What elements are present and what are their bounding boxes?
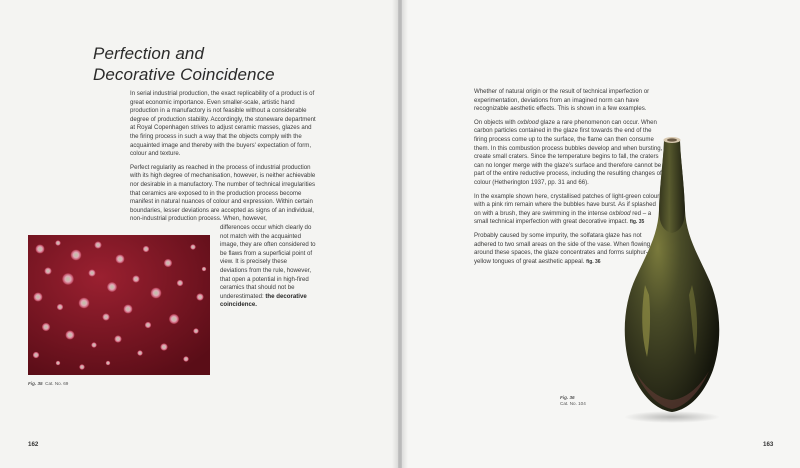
left-paragraph-2-cont-text: differences occur which clearly do not match with the acquainted image, they are often considered to be flaws from a superficial point of view. It is precisely these deviations from the rule, however, that open a potential in high-fired ceramics that should not be underestimated:: [220, 224, 316, 300]
figure-36-caption: [560, 395, 586, 407]
page-number-left: 162: [28, 441, 39, 448]
figure-36-label: Fig. 36: [560, 395, 575, 400]
figure-36-cat: Cat. No. 104: [560, 401, 586, 406]
page-number-right: 163: [763, 441, 774, 448]
figure-36-reference: fig. 36: [586, 258, 601, 265]
left-text-column: [130, 90, 316, 229]
left-page: [0, 0, 398, 468]
right-paragraph-3-a: In the example shown here, crystallised patches of light-green colour with a pink rim remain where the bubbles have burst. As if splashed on with a brush, they are swimming in the intense: [474, 192, 660, 217]
left-paragraph-2: Perfect regularity as reached in the process of industrial production with its high degree of mechanisation, however, is neither achievable nor desirable in a manufactory. The number of technical irregularities that ceramics are exposed to in the production process become manifest in natural nuances of colour and expression. Within certain boundaries, lesser deviations are accepted as signs of an individual, non-industrial production process. When, however,: [130, 163, 316, 223]
right-paragraph-3-italic: oxblood: [609, 209, 631, 217]
right-paragraph-2-b: glaze a rare phenomenon can occur. When carbon particles contained in the glaze first towards the end of the firing process come up to the surface, the flame can then consume them. In this combustion process bubbles develop and when bursting, create small craters. Since the temperature begins to fall, the craters can no longer merge with the glaze's surface and therefore cannot be part of the entire reductive process, including the resulting changes of colour (Hetherington 1937, pp. 31 and 66).: [474, 118, 663, 186]
right-page: [402, 0, 800, 468]
left-paragraph-1: In serial industrial production, the exact replicability of a product is of great economic importance. Even smaller-scale, artistic hand production in a manufactory is not feasible without a considerable degree of production stability. Accordingly, the stoneware department at Royal Copenhagen strives to adjust ceramic masses, glazes and the firing process in such a way that the objects comply with the acquainted image and thereby with the buyers' expectation of form, colour and texture.: [130, 90, 316, 158]
right-paragraph-4-text: Probably caused by some impurity, the solfatara glaze has not adhered to two small areas on the side of the vase. When flowing around these spaces, the glaze concentrates and forms sulphur-yellow tongues of great aesthetic appeal.: [474, 231, 651, 265]
title-line-2: Decorative Coincidence: [93, 65, 275, 84]
solfatara-vase-photo: [617, 135, 727, 425]
figure-35-label: Fig. 35: [28, 381, 43, 386]
title-line-1: Perfection and: [93, 44, 205, 63]
left-wrapped-text: [220, 224, 316, 310]
figure-35-reference: fig. 35: [629, 219, 645, 226]
left-paragraph-2-bold: the decorative coincidence.: [220, 292, 307, 309]
figure-35-cat: Cat. No. 69: [45, 381, 69, 386]
figure-35-caption: [28, 381, 68, 387]
oxblood-glaze-texture: [28, 235, 210, 375]
right-paragraph-1: Whether of natural origin or the result of technical imperfection or experimentation, deviations from an imagined norm can have recognizable aesthetic effects. This is shown in a few examples.: [474, 88, 650, 113]
page-title: [93, 43, 275, 85]
right-paragraph-2-a: On objects with: [474, 118, 518, 126]
book-gutter-shadow: [392, 0, 408, 468]
right-paragraph-3-b: red – a small technical imperfection with great decorative impact.: [474, 209, 652, 226]
oxblood-glaze-photo: [28, 235, 210, 375]
left-paragraph-2-continued: [220, 224, 316, 310]
right-paragraph-2-italic: oxblood: [517, 118, 539, 126]
